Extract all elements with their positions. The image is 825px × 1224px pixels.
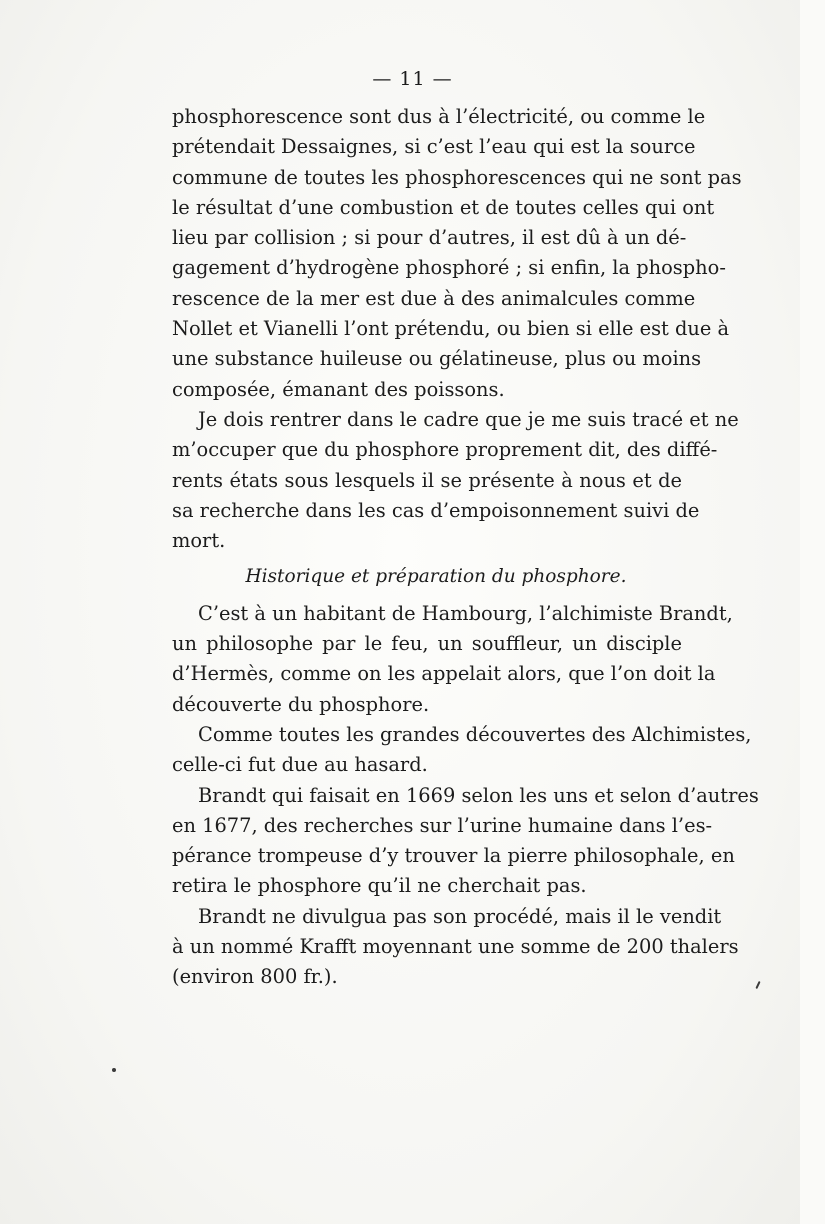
paragraph-3 [172, 599, 733, 720]
text-line: sa recherche dans les cas d’empoisonnement suivi de [172, 498, 700, 522]
text-line: (environ 800 fr.). [172, 965, 338, 989]
page-number: — 11 — [372, 68, 453, 90]
text-line: m’occuper que du phosphore proprement dit, des diffé- [172, 438, 718, 462]
text-line: à un nommé Krafft moyennant une somme de 200 thalers [172, 935, 739, 959]
text-line: gagement d’hydrogène phosphoré ; si enfin, la phospho- [172, 256, 726, 280]
paragraph-5 [172, 781, 759, 902]
paragraph-2 [172, 405, 739, 556]
text-line: rents états sous lesquels il se présente à nous et de [172, 468, 682, 492]
text-line: en 1677, des recherches sur l’urine humaine dans l’es- [172, 813, 713, 837]
text-line: C’est à un habitant de Hambourg, l’alchimiste Brandt, [198, 601, 733, 625]
paragraph-1 [172, 102, 742, 405]
text-line: retira le phosphore qu’il ne cherchait pas. [172, 874, 587, 898]
text-line: Brandt ne divulgua pas son procédé, mais il le vendit [198, 904, 722, 928]
text-line: une substance huileuse ou gélatineuse, plus ou moins [172, 347, 702, 371]
text-line: composée, émanant des poissons. [172, 377, 505, 401]
ink-speck [755, 981, 760, 989]
text-line: mort. [172, 529, 226, 553]
text-line: le résultat d’une combustion et de toutes celles qui ont [172, 195, 715, 219]
text-line: pérance trompeuse d’y trouver la pierre philosophale, en [172, 844, 735, 868]
section-heading: Historique et préparation du phosphore. [245, 566, 627, 588]
body-text [172, 102, 759, 993]
ink-speck [112, 1068, 116, 1072]
text-line: Brandt qui faisait en 1669 selon les uns et selon d’autres [198, 783, 759, 807]
text-line: rescence de la mer est due à des animalcules comme [172, 286, 696, 310]
text-line: Nollet et Vianelli l’ont prétendu, ou bien si elle est due à [172, 317, 730, 341]
paragraph-6 [172, 902, 739, 993]
text-line: celle-ci fut due au hasard. [172, 753, 428, 777]
text-line: un philosophe par le feu, un souffleur, un disciple [172, 632, 682, 656]
text-line: Comme toutes les grandes découvertes des Alchimistes, [198, 722, 752, 746]
text-line: commune de toutes les phosphorescences qui ne sont pas [172, 165, 742, 189]
text-line: lieu par collision ; si pour d’autres, il est dû à un dé- [172, 226, 687, 250]
text-line: Je dois rentrer dans le cadre que je me suis tracé et ne [198, 407, 739, 431]
text-line: prétendait Dessaignes, si c’est l’eau qui est la source [172, 135, 696, 159]
text-line: phosphorescence sont dus à l’électricité, ou comme le [172, 105, 706, 128]
text-line: découverte du phosphore. [172, 692, 430, 716]
paragraph-4 [172, 720, 752, 781]
text-line: d’Hermès, comme on les appelait alors, que l’on doit la [172, 662, 716, 686]
